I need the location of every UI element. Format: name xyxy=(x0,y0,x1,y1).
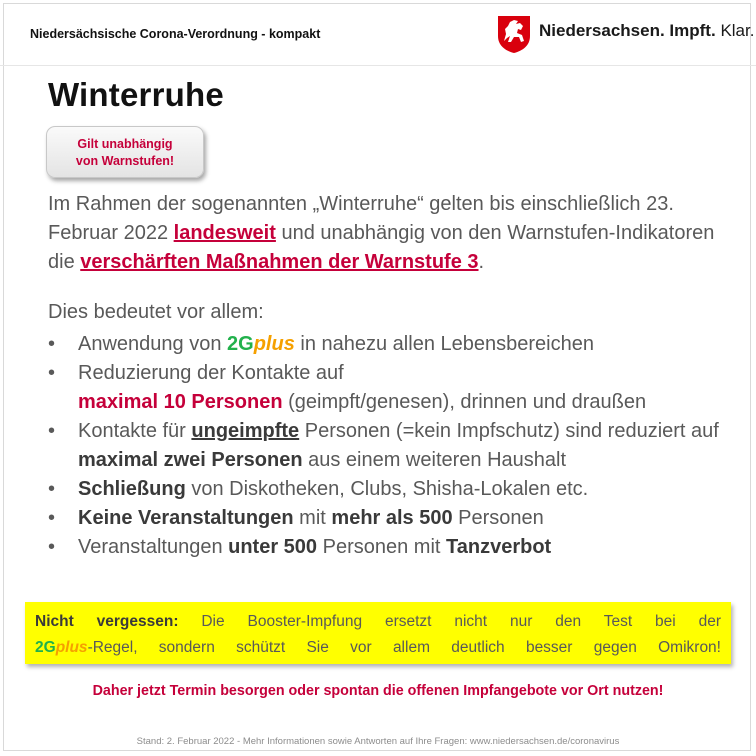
call-to-action: Daher jetzt Termin besorgen oder spontan die offenen Impfangebote vor Ort nutzen! xyxy=(92,683,664,699)
intro-paragraph xyxy=(48,190,728,277)
b6-bold-1: unter 500 xyxy=(228,536,318,558)
badge-line1: Gilt unabhängig xyxy=(77,137,173,151)
b5-text-1: mit xyxy=(293,507,332,529)
bullet-icon: • xyxy=(48,420,56,442)
booster-reminder-box xyxy=(25,602,731,664)
b3-bold: maximal zwei Personen xyxy=(78,449,303,471)
note-text-1: Die Booster-Impfung ersetzt nicht nur den Test bei der xyxy=(178,613,721,630)
b3-text-1: Kontakte für xyxy=(78,420,192,442)
b5-text-2: Personen xyxy=(452,507,544,529)
b1-2g: 2G xyxy=(227,333,254,355)
b6-text-2: Personen mit xyxy=(317,536,447,558)
note-bold: Nicht vergessen: xyxy=(35,613,179,630)
intro-highlight-warnstufe3: verschärften Maßnahmen der Warnstufe 3 xyxy=(80,251,479,273)
b4-bold: Schließung xyxy=(78,478,186,500)
list-item xyxy=(48,330,748,359)
intro-text-3: . xyxy=(478,251,485,273)
header xyxy=(0,0,756,66)
note-text-2: -Regel, sondern schützt Sie vor allem deutlich besser gegen Omikron! xyxy=(87,639,721,656)
note-line-1 xyxy=(35,609,721,635)
page-title: Winterruhe xyxy=(48,76,224,113)
intro-text-1: Im Rahmen der sogenannten „Winterruhe“ gelten bis einschließlich 23. Februar 2022 xyxy=(48,193,674,244)
list-item xyxy=(48,417,748,475)
b3-text-3: aus einem weiteren Haushalt xyxy=(302,449,567,471)
b3-underline: ungeimpfte xyxy=(191,420,300,442)
measures-list xyxy=(48,330,748,562)
intro-highlight-landesweit: landesweit xyxy=(173,222,276,244)
b2-highlight: maximal 10 Personen xyxy=(78,391,283,413)
note-plus: plus xyxy=(55,639,88,656)
list-item xyxy=(48,475,748,504)
brand-wordmark xyxy=(539,21,754,41)
intro-text-2: und unabhängig von den Warnstufen-Indikatoren die xyxy=(48,222,715,273)
brand-part3: Klar. xyxy=(720,21,755,40)
brand-part1: Niedersachsen. xyxy=(539,21,665,40)
b2-text-1: Reduzierung der Kontakte auf xyxy=(78,362,344,384)
list-item xyxy=(48,504,748,533)
list-item xyxy=(48,359,748,417)
bullet-icon: • xyxy=(48,333,56,355)
warnstufen-badge xyxy=(46,126,204,178)
header-title: Niedersächsische Corona-Verordnung - kompakt xyxy=(30,27,321,41)
badge-line2: von Warnstufen! xyxy=(75,154,175,168)
brand-part2: Impft. xyxy=(669,21,716,40)
bullet-icon: • xyxy=(48,362,56,384)
b1-text-2: in nahezu allen Lebensbereichen xyxy=(294,333,594,355)
b5-bold-1: Keine Veranstaltungen xyxy=(78,507,294,529)
b1-text-1: Anwendung von xyxy=(78,333,228,355)
b1-plus: plus xyxy=(253,333,295,355)
list-item xyxy=(48,533,748,562)
b5-bold-2: mehr als 500 xyxy=(331,507,453,529)
b6-bold-2: Tanzverbot xyxy=(446,536,552,558)
bullet-icon: • xyxy=(48,536,56,558)
niedersachsen-horse-crest-icon xyxy=(496,14,532,54)
footer-note: Stand: 2. Februar 2022 - Mehr Informationen sowie Antworten auf Ihre Fragen: www.niedersachsen.de/coronavirus xyxy=(136,736,620,747)
bullet-icon: • xyxy=(48,478,56,500)
b4-text-1: von Diskotheken, Clubs, Shisha-Lokalen etc. xyxy=(185,478,589,500)
measures-lead: Dies bedeutet vor allem: xyxy=(48,301,264,323)
b2-text-2: (geimpft/genesen), drinnen und draußen xyxy=(282,391,647,413)
bullet-icon: • xyxy=(48,507,56,529)
b6-text-1: Veranstaltungen xyxy=(78,536,229,558)
note-2g: 2G xyxy=(35,639,56,656)
note-line-2 xyxy=(35,635,721,661)
b3-text-2: Personen (=kein Impfschutz) sind reduziert auf xyxy=(299,420,719,442)
